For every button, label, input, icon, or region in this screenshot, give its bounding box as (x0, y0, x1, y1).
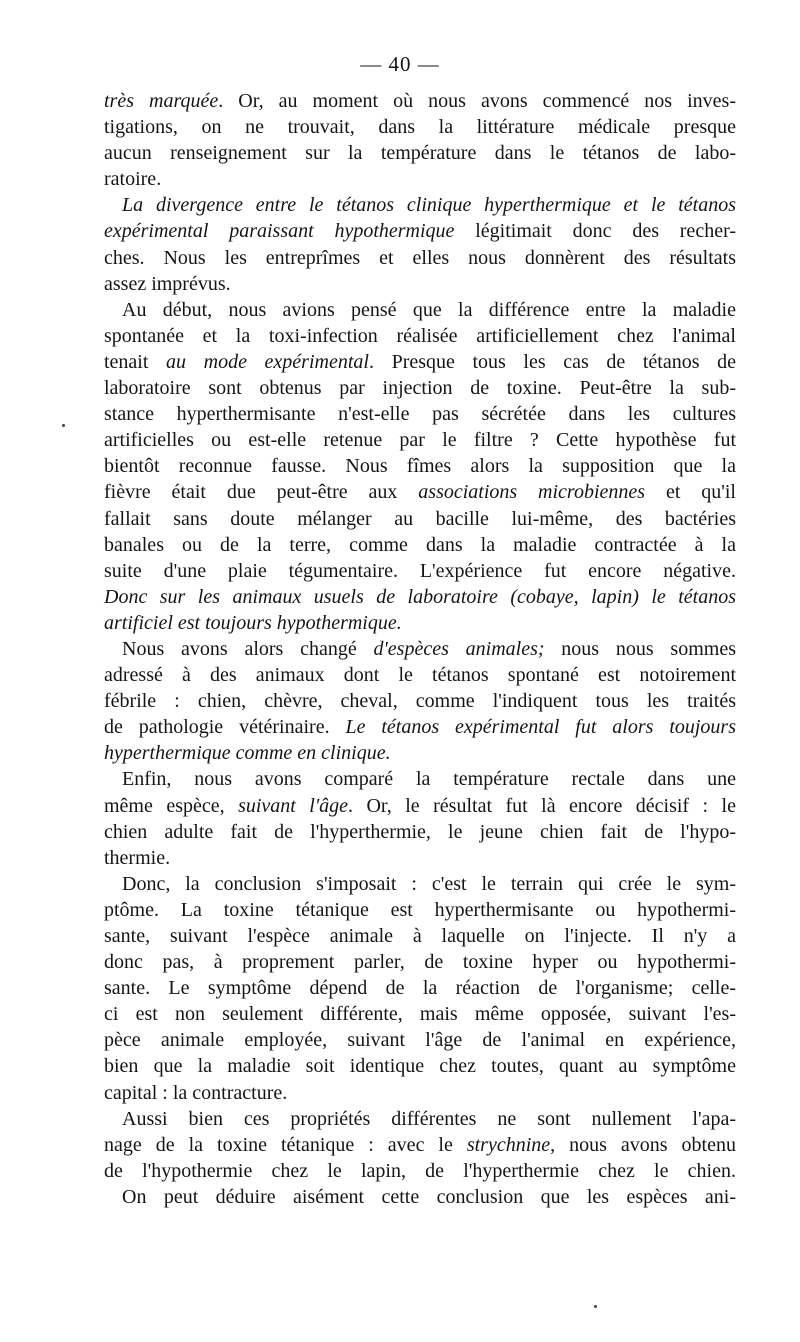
text-line (104, 1106, 736, 1132)
text-line (104, 949, 736, 975)
italic-text: Donc sur les animaux usuels de laboratoire (104, 585, 498, 608)
text-segment: ches. Nous les entreprîmes et elles nous donnèrent des résultats (104, 246, 736, 269)
italic-text: le tétanos (651, 585, 736, 608)
text-line (104, 610, 736, 636)
text-segment: stance hyperthermisante n'est-elle pas sécrétée dans les cultures (104, 403, 736, 426)
text-segment: de pathologie vétérinaire. (104, 716, 346, 739)
text-line (104, 401, 736, 427)
body-text (104, 88, 736, 1210)
italic-text: (cobaye, lapin) (497, 585, 652, 608)
text-segment: banales ou de la terre, comme dans la maladie contractée à la (104, 533, 736, 556)
text-line (104, 166, 736, 192)
text-segment: bien que la maladie soit identique chez toutes, quant au symptôme (104, 1055, 736, 1078)
text-line (104, 245, 736, 271)
print-speck (62, 424, 65, 427)
text-line (104, 1080, 736, 1106)
print-speck (594, 1305, 597, 1308)
text-line (104, 192, 736, 218)
text-line (104, 714, 736, 740)
italic-text: au mode expérimental (166, 350, 369, 373)
text-line (104, 740, 736, 766)
text-line (104, 297, 736, 323)
text-line (104, 349, 736, 375)
text-segment: même espèce, (104, 794, 239, 817)
text-segment: suite d'une plaie tégumentaire. L'expérience fut encore négative. (104, 559, 736, 582)
text-segment: adressé à des animaux dont le tétanos spontané est notoirement (104, 664, 736, 687)
text-line (104, 766, 736, 792)
text-segment: Donc, la conclusion s'imposait : c'est le terrain qui crée le sym- (122, 872, 736, 895)
text-line (104, 323, 736, 349)
text-segment: Enfin, nous avons comparé la température rectale dans une (122, 768, 736, 791)
text-line (104, 819, 736, 845)
text-line (104, 271, 736, 297)
text-line (104, 897, 736, 923)
text-line (104, 532, 736, 558)
text-segment: laboratoire sont obtenus par injection de toxine. Peut-être la sub- (104, 377, 736, 400)
text-line (104, 1158, 736, 1184)
text-line (104, 1184, 736, 1210)
text-segment: , nous avons obtenu (550, 1133, 736, 1156)
text-segment: pèce animale employée, suivant l'âge de l'animal en expérience, (104, 1029, 736, 1052)
italic-text: suivant l'âge (238, 794, 349, 817)
text-segment: de l'hypothermie chez le lapin, de l'hyperthermie chez le chien. (104, 1159, 736, 1182)
italic-text: Le tétanos expérimental fut alors toujours (345, 716, 736, 739)
text-segment: aucun renseignement sur la température dans le tétanos de labo- (104, 142, 736, 165)
text-segment: tigations, on ne trouvait, dans la littérature médicale presque (104, 116, 736, 139)
text-line (104, 845, 736, 871)
text-segment: fébrile : chien, chèvre, cheval, comme l'indiquent tous les traités (104, 690, 736, 713)
italic-text: expérimental paraissant hypothermique (104, 220, 455, 243)
text-line (104, 88, 736, 114)
text-segment: fièvre était due peut-être aux (104, 481, 419, 504)
text-line (104, 114, 736, 140)
italic-text: hyperthermique comme en clinique. (104, 742, 391, 765)
text-segment: nage de la toxine tétanique : avec le (104, 1133, 467, 1156)
italic-text: La divergence entre le tétanos clinique hyperthermique et le tétanos (122, 194, 736, 217)
text-line (104, 688, 736, 714)
text-segment: Au début, nous avions pensé que la différence entre la maladie (122, 298, 736, 321)
text-line (104, 558, 736, 584)
text-segment: spontanée et la toxi-infection réalisée artificiellement chez l'animal (104, 324, 736, 347)
text-line (104, 871, 736, 897)
text-line (104, 662, 736, 688)
text-segment: et qu'il (645, 481, 736, 504)
text-segment: . Presque tous les cas de tétanos de (368, 350, 736, 373)
text-segment: thermie. (104, 846, 171, 869)
text-segment: sante. Le symptôme dépend de la réaction de l'organisme; celle- (104, 977, 736, 1000)
text-segment: Aussi bien ces propriétés différentes ne sont nullement l'apa- (122, 1107, 736, 1130)
text-line (104, 479, 736, 505)
text-line (104, 453, 736, 479)
text-segment: Nous avons alors changé (122, 637, 374, 660)
text-segment: nous nous sommes (544, 637, 736, 660)
text-segment: légitimait donc des recher- (454, 220, 736, 243)
italic-text: artificiel est toujours hypothermique. (104, 611, 402, 634)
text-line (104, 923, 736, 949)
text-line (104, 375, 736, 401)
text-line (104, 1001, 736, 1027)
text-segment: fallait sans doute mélanger au bacille lui-même, des bactéries (104, 507, 736, 530)
text-segment: . Or, au moment où nous avons commencé nos inves- (218, 90, 736, 112)
page-number: — 40 — (360, 52, 440, 76)
text-segment: bientôt reconnue fausse. Nous fîmes alors la supposition que la (104, 455, 736, 478)
text-segment: tenait (104, 350, 167, 373)
text-segment: chien adulte fait de l'hyperthermie, le jeune chien fait de l'hypo- (104, 820, 736, 843)
text-segment: ptôme. La toxine tétanique est hyperthermisante ou hypothermi- (104, 898, 736, 921)
text-segment: capital : la contracture. (104, 1081, 288, 1104)
text-line (104, 218, 736, 244)
italic-text: d'espèces animales; (373, 637, 545, 660)
text-segment: ci est non seulement différente, mais même opposée, suivant l'es- (104, 1003, 736, 1026)
text-line (104, 1027, 736, 1053)
text-segment: On peut déduire aisément cette conclusion que les espèces ani- (122, 1185, 736, 1208)
text-segment: donc pas, à proprement parler, de toxine hyper ou hypothermi- (104, 951, 736, 974)
italic-text: associations microbiennes (418, 481, 646, 504)
italic-text: très marquée (104, 90, 219, 112)
italic-text: strychnine (466, 1133, 551, 1156)
text-line (104, 1053, 736, 1079)
text-segment: sante, suivant l'espèce animale à laquelle on l'injecte. Il n'y a (104, 925, 736, 947)
text-line (104, 506, 736, 532)
text-segment: artificielles ou est-elle retenue par le filtre ? Cette hypothèse fut (104, 429, 736, 452)
text-line (104, 1132, 736, 1158)
text-line (104, 427, 736, 453)
text-line (104, 636, 736, 662)
text-line (104, 140, 736, 166)
text-line (104, 793, 736, 819)
text-line (104, 975, 736, 1001)
text-segment: ratoire. (104, 168, 162, 191)
text-segment: . Or, le résultat fut là encore décisif : le (348, 794, 736, 817)
text-line (104, 584, 736, 610)
text-segment: assez imprévus. (104, 272, 231, 295)
